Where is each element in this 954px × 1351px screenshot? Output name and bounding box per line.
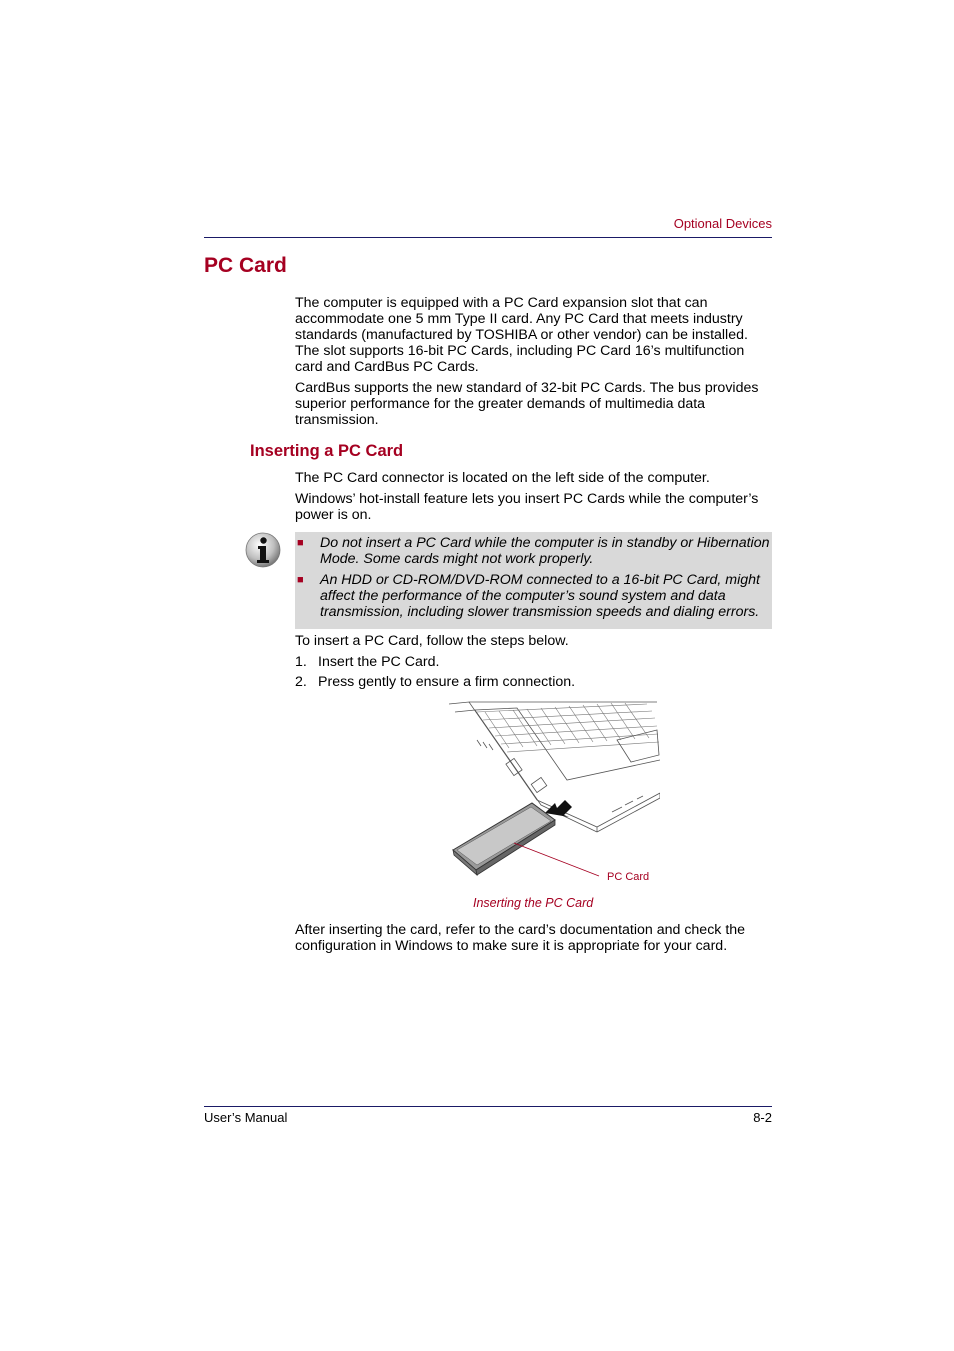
- header-rule: [204, 237, 772, 238]
- figure-caption: Inserting the PC Card: [473, 896, 594, 910]
- footer-rule: [204, 1106, 772, 1107]
- running-header: Optional Devices: [673, 216, 772, 231]
- callout-leader-line: [514, 843, 599, 876]
- pc-card-illustration: [453, 803, 555, 875]
- section-heading: Inserting a PC Card: [250, 442, 404, 460]
- step-text-2: Press gently to ensure a firm connection.: [318, 674, 576, 690]
- sub-paragraph-2: Windows’ hot-install feature lets you insert PC Cards while the computer’s power is on.: [295, 491, 759, 523]
- closing-paragraph: After inserting the card, refer to the card’s documentation and check the configuration in Windows to make sure it is appropriate for your card.: [295, 922, 746, 954]
- figure-callout-label: PC Card: [607, 871, 650, 883]
- intro-paragraph-2: CardBus supports the new standard of 32-bit PC Cards. The bus provides superior performance for the greater demands of multimedia data transmission.: [295, 380, 759, 428]
- note-bullet-1: ■: [297, 537, 304, 549]
- pc-card-insertion-figure: [447, 700, 660, 890]
- footer-manual-title: User’s Manual: [204, 1110, 288, 1125]
- intro-paragraph-1: The computer is equipped with a PC Card expansion slot that can accommodate one 5 mm Type II card. Any PC Card that meets industry standards (manufactured by TOSHIBA or other vendor) can be installed. The slot supports 16-bit PC Cards, including PC Card 16’s multifunction card and CardBus PC Cards.: [295, 295, 748, 375]
- note-item-2: An HDD or CD-ROM/DVD-ROM connected to a 16-bit PC Card, might affect the performance of the computer’s sound system and data transmission, including slower transmission speeds and dialing errors.: [320, 572, 760, 620]
- note-bullet-2: ■: [297, 574, 304, 586]
- step-number-1: 1.: [295, 654, 307, 670]
- steps-intro: To insert a PC Card, follow the steps below.: [295, 633, 569, 649]
- step-text-1: Insert the PC Card.: [318, 654, 440, 670]
- step-number-2: 2.: [295, 674, 307, 690]
- info-icon: [245, 532, 281, 568]
- note-item-1: Do not insert a PC Card while the computer is in standby or Hibernation Mode. Some cards might not work properly.: [320, 535, 770, 567]
- sub-paragraph-1: The PC Card connector is located on the left side of the computer.: [295, 470, 710, 486]
- page-title: PC Card: [204, 254, 287, 277]
- page-number: 8-2: [753, 1110, 772, 1125]
